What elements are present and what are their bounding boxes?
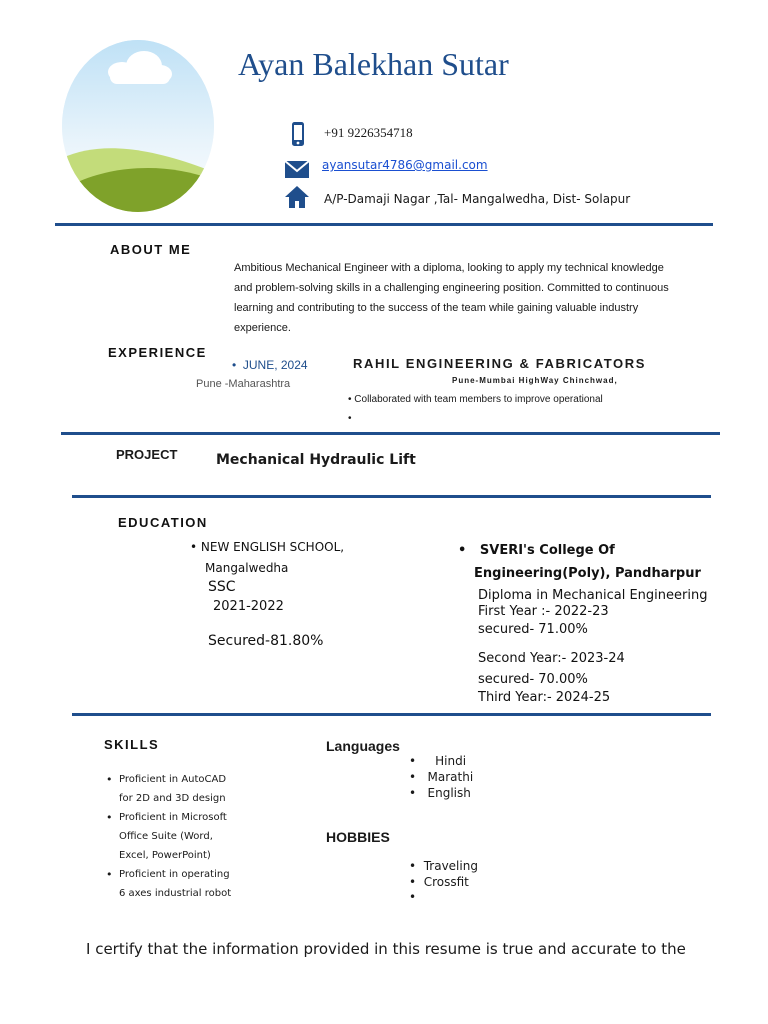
language-text: English bbox=[427, 786, 471, 800]
experience-company: RAHIL ENGINEERING & FABRICATORS bbox=[353, 356, 647, 371]
language-item: • Hindi bbox=[409, 754, 467, 768]
hobby-item: • Crossfit bbox=[409, 875, 469, 889]
skill-item bbox=[106, 770, 246, 808]
skill-item bbox=[106, 808, 246, 865]
home-address: A/P-Damaji Nagar ,Tal- Mangalwedha, Dist- Solapur bbox=[324, 192, 631, 206]
hobby-item-empty: • bbox=[409, 890, 417, 904]
experience-date-text: JUNE, 2024 bbox=[242, 358, 308, 372]
school-name-text: NEW ENGLISH SCHOOL, bbox=[200, 540, 345, 554]
hobbies-heading: HOBBIES bbox=[326, 829, 390, 845]
college-course: Diploma in Mechanical Engineering bbox=[478, 588, 708, 603]
school-years: 2021-2022 bbox=[213, 599, 284, 614]
skill-line: • Proficient in operating bbox=[119, 869, 230, 880]
hobby-text: Crossfit bbox=[423, 875, 469, 889]
school-level: SSC bbox=[208, 579, 236, 595]
college-name-line1: SVERI's College Of bbox=[479, 543, 615, 558]
section-divider bbox=[61, 432, 720, 435]
school-name: • NEW ENGLISH SCHOOL, bbox=[190, 540, 345, 554]
section-divider bbox=[55, 223, 713, 226]
certification-statement: I certify that the information provided in this resume is true and accurate to the bbox=[86, 940, 686, 958]
language-item: • Marathi bbox=[409, 770, 474, 784]
landscape-placeholder-icon bbox=[62, 40, 214, 212]
project-heading: PROJECT bbox=[116, 447, 178, 462]
profile-photo bbox=[62, 40, 214, 212]
language-text: Marathi bbox=[427, 770, 474, 784]
skill-line: for 2D and 3D design bbox=[119, 793, 226, 804]
experience-heading: EXPERIENCE bbox=[108, 345, 207, 360]
candidate-name: Ayan Balekhan Sutar bbox=[238, 46, 509, 82]
about-text: Ambitious Mechanical Engineer with a diploma, looking to apply my technical knowledge and problem-solving skills in a challenging engineering position. Committed to continuous learning and contributing to the success of the team while gaining valuable industry experience. bbox=[234, 262, 669, 334]
phone-number: +91 9226354718 bbox=[324, 125, 413, 140]
envelope-icon bbox=[284, 156, 310, 182]
skill-line: Excel, PowerPoint) bbox=[119, 850, 211, 861]
experience-company-address: Pune-Mumbai HighWay Chinchwad, bbox=[452, 376, 618, 385]
college-name-line2: Engineering(Poly), Pandharpur bbox=[474, 566, 701, 581]
college-first-year: First Year :- 2022-23 bbox=[478, 604, 609, 619]
experience-bullet-empty: • bbox=[348, 413, 352, 424]
section-divider bbox=[72, 713, 711, 716]
about-heading: ABOUT ME bbox=[110, 242, 192, 257]
skill-line: • Proficient in AutoCAD bbox=[119, 774, 227, 785]
college-third-year: Third Year:- 2024-25 bbox=[478, 690, 611, 705]
project-name: Mechanical Hydraulic Lift bbox=[216, 452, 416, 468]
skills-list bbox=[106, 770, 246, 903]
languages-heading: Languages bbox=[326, 738, 400, 754]
school-secured: Secured-81.80% bbox=[208, 633, 324, 649]
hobby-item: • Traveling bbox=[409, 859, 478, 873]
email-link[interactable]: ayansutar4786@gmail.com bbox=[322, 158, 488, 172]
skill-line: 6 axes industrial robot bbox=[119, 888, 232, 899]
education-heading: EDUCATION bbox=[118, 515, 208, 530]
skill-line: Office Suite (Word, bbox=[119, 831, 213, 842]
experience-date: • JUNE, 2024 bbox=[232, 358, 308, 372]
language-item: • English bbox=[409, 786, 471, 800]
experience-bullet: • Collaborated with team members to improve operational bbox=[348, 394, 603, 405]
college-first-secured: secured- 71.00% bbox=[478, 622, 588, 637]
skill-line: • Proficient in Microsoft bbox=[119, 812, 227, 823]
home-icon bbox=[284, 184, 310, 210]
experience-bullet-text: Collaborated with team members to improve operational bbox=[354, 394, 603, 405]
section-divider bbox=[72, 495, 711, 498]
school-place: Mangalwedha bbox=[205, 561, 289, 575]
skills-heading: SKILLS bbox=[104, 737, 160, 752]
hobby-text: Traveling bbox=[423, 859, 478, 873]
college-second-year: Second Year:- 2023-24 bbox=[478, 651, 625, 666]
college-name: • SVERI's College Of bbox=[458, 543, 615, 558]
experience-location: Pune -Maharashtra bbox=[196, 378, 291, 390]
language-text: Hindi bbox=[435, 754, 467, 768]
college-second-secured: secured- 70.00% bbox=[478, 672, 588, 687]
phone-icon bbox=[285, 121, 311, 147]
skill-item bbox=[106, 865, 246, 903]
